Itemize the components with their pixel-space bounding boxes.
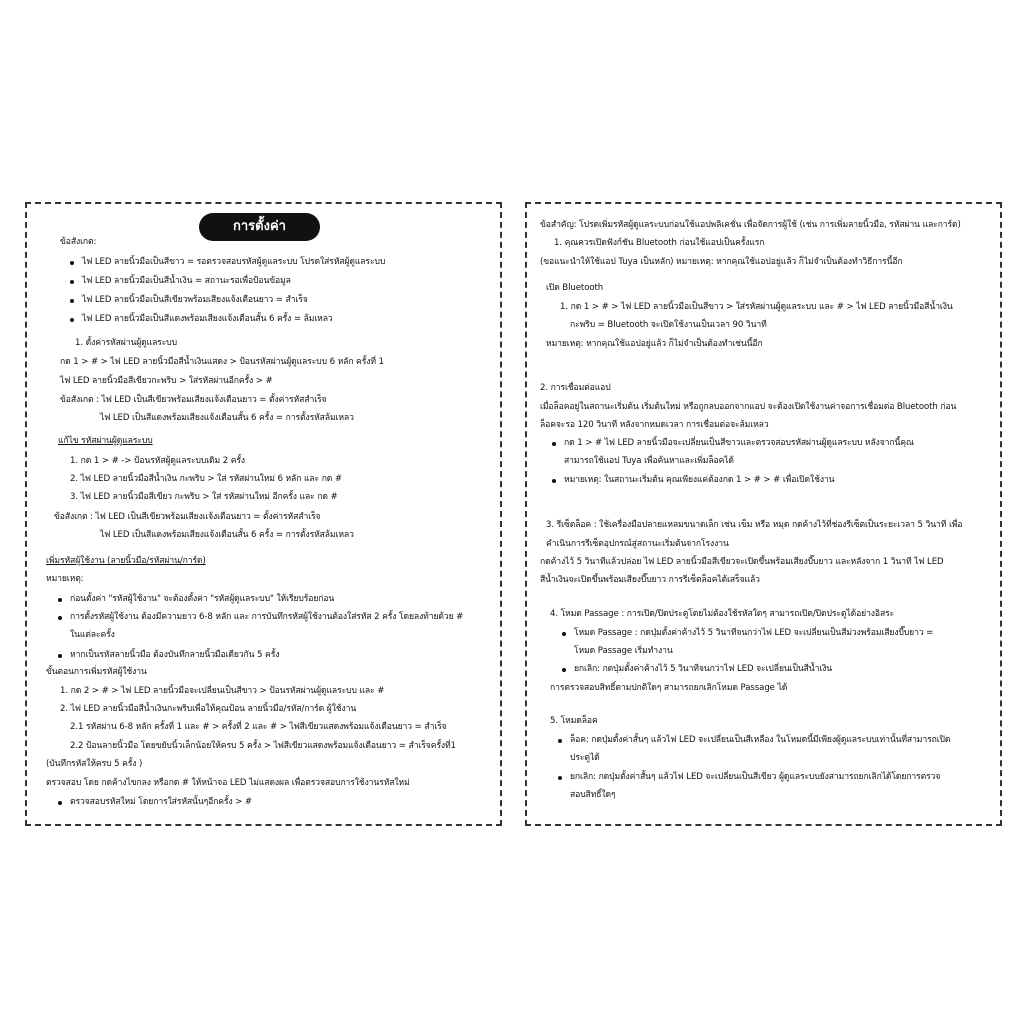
- text-line: ล็อคจะรอ 120 วินาที หลังจากหมดเวลา การเชื่อมต่อจะล้มเหลว: [540, 420, 769, 430]
- text-line: ขั้นตอนการเพิ่มรหัสผู้ใช้งาน: [46, 667, 147, 677]
- text-line: เมื่อล็อคอยู่ในสถานะเริ่มต้น เริ่มต้นใหม่ หรือถูกลบออกจากแอป จะต้องเปิดใช้งานค่าจอการเชื่อมต่อ Bluetooth ก่อน: [540, 402, 957, 412]
- text-line: ข้อสังเกต:: [60, 237, 97, 247]
- text-line: ข้อสังเกต : ไฟ LED เป็นสีเขียวพร้อมเสียงแจ้งเตือนยาว = ตั้งค่ารหัสสำเร็จ: [60, 395, 327, 405]
- text-line: (บันทึกรหัสให้ครบ 5 ครั้ง ): [46, 759, 143, 769]
- text-line: 1. กด 2 > # > ไฟ LED ลายนิ้วมือจะเปลี่ยนเป็นสีขาว > ป้อนรหัสผ่านผู้ดูแลระบบ และ #: [60, 686, 385, 696]
- bullet-line: ยกเลิก: กดปุ่มตั้งค่าสั้นๆ แล้วไฟ LED จะเปลี่ยนเป็นสีเขียว ผู้ดูแลระบบยังสามารถยกเลิกได้โดยการตรวจ: [570, 772, 941, 782]
- bullet-line: ไฟ LED ลายนิ้วมือเป็นสีแดงพร้อมเสียงแจ้งเตือนสั้น 6 ครั้ง = ล้มเหลว: [82, 314, 333, 324]
- text-line: สอบสิทธิ์ใดๆ: [570, 790, 616, 800]
- bullet-line: ไฟ LED ลายนิ้วมือเป็นสีเขียวพร้อมเสียงแจ้งเตือนยาว = สำเร็จ: [82, 295, 308, 305]
- text-line: สีน้ำเงินจะเปิดขึ้นพร้อมเสียงบี๊บยาว การรีเซ็ตล็อคได้เสร็จแล้ว: [540, 575, 760, 585]
- text-line: 2. ไฟ LED ลายนิ้วมือสีน้ำเงิน กะพริบ > ใส่ รหัสผ่านใหม่ 6 หลัก และ กด #: [70, 474, 343, 484]
- text-line: 2. ไฟ LED ลายนิ้วมือสีน้ำเงินกะพริบเพื่อให้คุณป้อน ลายนิ้วมือ/รหัส/การ์ด ผู้ใช้งาน: [60, 704, 357, 714]
- text-line: กด 1 > # > ไฟ LED ลายนิ้วมือสีน้ำเงินแสดง > ป้อนรหัสผ่านผู้ดูแลระบบ 6 หลัก ครั้งที่ 1: [60, 357, 384, 367]
- bullet-line: ไฟ LED ลายนิ้วมือเป็นสีน้ำเงิน = สถานะรอเพื่อป้อนข้อมูล: [82, 276, 291, 286]
- text-line: ข้อสังเกต : ไฟ LED เป็นสีเขียวพร้อมเสียงแจ้งเตือนยาว = ตั้งค่ารหัสสำเร็จ: [54, 512, 321, 522]
- text-line: 1. กด 1 > # -> ป้อนรหัสผู้ดูแลระบบเดิม 2 ครั้ง: [70, 456, 245, 466]
- text-line: เปิด Bluetooth: [546, 283, 604, 293]
- text-line: 2.2 ป้อนลายนิ้วมือ โดยขยับนิ้วเล็กน้อยให้ครบ 5 ครั้ง > ไฟสีเขียวแสดงพร้อมแจ้งเตือนยาว = สำเร็จครั้งที่1: [70, 741, 456, 751]
- text-line: 3. ไฟ LED ลายนิ้วมือสีเขียว กะพริบ > ใส่ รหัสผ่านใหม่ อีกครั้ง และ กด #: [70, 492, 338, 502]
- text-line: ไฟ LED ลายนิ้วมือสีเขียวกะพริบ > ใส่รหัสผ่านอีกครั้ง > #: [60, 376, 273, 386]
- text-line: 4. โหมด Passage : การเปิด/ปิดประตูโดยไม่ต้องใช้รหัสใดๆ สามารถเปิด/ปิดประตูได้อย่างอิสระ: [550, 609, 895, 619]
- text-line: 2. การเชื่อมต่อแอป: [540, 383, 611, 393]
- text-line: หมายเหตุ:: [46, 574, 84, 584]
- text-line: (ขอแนะนำให้ใช้แอป Tuya เป็นหลัก) หมายเหตุ: หากคุณใช้แอปอยู่แล้ว ก็ไม่จำเป็นต้องทำวิธีการนี้อีก: [540, 257, 903, 267]
- text-line: โหมด Passage เริ่มทำงาน: [574, 646, 673, 656]
- text-line: แก้ไข รหัสผ่านผู้ดูแลระบบ: [58, 436, 153, 446]
- bullet-line: ยกเลิก: กดปุ่มตั้งค่าค้างไว้ 5 วินาทีจนกว่าไฟ LED จะเปลี่ยนเป็นสีน้ำเงิน: [574, 664, 833, 674]
- text-line: 3. รีเซ็ตล็อค : ใช้เครื่องมือปลายแหลมขนาดเล็ก เช่น เข็ม หรือ หมุด กดค้างไว้ที่ช่องรีเซ็ตเป็นระยะเวลา 5 วินาที เพื่อ: [546, 520, 963, 530]
- text-line: 2.1 รหัสผ่าน 6-8 หลัก ครั้งที่ 1 และ # > ครั้งที่ 2 และ # > ไฟสีเขียวแสดงพร้อมแจ้งเตือนยาว = สำเร็จ: [70, 722, 447, 732]
- text-line: การตรวจสอบสิทธิ์ตามปกติใดๆ สามารถยกเลิกโหมด Passage ได้: [550, 683, 788, 693]
- text-line: ไฟ LED เป็นสีแดงพร้อมเสียงแจ้งเตือนสั้น 6 ครั้ง = การตั้งรหัสล้มเหลว: [100, 530, 354, 540]
- bullet-line: โหมด Passage : กดปุ่มตั้งค่าค้างไว้ 5 วินาทีจนกว่าไฟ LED จะเปลี่ยนเป็นสีม่วงพร้อมเสียงบี๊บยาว =: [574, 628, 934, 638]
- bullet-line: หากเป็นรหัสลายนิ้วมือ ต้องบันทึกลายนิ้วมือเดียวกัน 5 ครั้ง: [70, 650, 280, 660]
- bullet-line: หมายเหตุ: ในสถานะเริ่มต้น คุณเพียงแค่ต้องกด 1 > # > # เพื่อเปิดใช้งาน: [564, 475, 835, 485]
- text-line: 1. กด 1 > # > ไฟ LED ลายนิ้วมือเป็นสีขาว > ใส่รหัสผ่านผู้ดูแลระบบ และ # > ไฟ LED ลายนิ้วมือสีน้ำเงิน: [560, 302, 953, 312]
- text-line: 1. ตั้งค่ารหัสผ่านผู้ดูแลระบบ: [75, 338, 178, 348]
- text-line: เพิ่มรหัสผู้ใช้งาน (ลายนิ้วมือ/รหัสผ่าน/การ์ด): [46, 556, 206, 566]
- right-instruction-panel: [525, 202, 1002, 826]
- text-line: 1. คุณควรเปิดฟังก์ชัน Bluetooth ก่อนใช้แอปเป็นครั้งแรก: [554, 238, 765, 248]
- text-line: ในแต่ละครั้ง: [70, 630, 115, 640]
- bullet-line: กด 1 > # ไฟ LED ลายนิ้วมือจะเปลี่ยนเป็นสีขาวและตรวจสอบรหัสผ่านผู้ดูแลระบบ หลังจากนี้คุณ: [564, 438, 914, 448]
- text-line: ตรวจสอบ โดย กดค้างไขกลง หรือกด # ให้หน้าจอ LED ไม่แสดงผล เพื่อตรวจสอบการใช้งานรหัสใหม่: [46, 778, 410, 788]
- text-line: 5. โหมดล็อค: [550, 716, 598, 726]
- text-line: คำเนินการรีเซ็ตอุปกรณ์สู่สถานะเริ่มต้นจากโรงงาน: [546, 539, 729, 549]
- text-line: กดค้างไว้ 5 วินาทีแล้วปล่อย ไฟ LED ลายนิ้วมือสีเขียวจะเปิดขึ้นพร้อมเสียงบี๊บยาว และหลังจาก 1 วินาที ไฟ LED: [540, 557, 944, 567]
- settings-title: การตั้งค่า: [199, 213, 320, 241]
- bullet-line: ล็อค: กดปุ่มตั้งค่าสั้นๆ แล้วไฟ LED จะเปลี่ยนเป็นสีเหลือง ในโหมดนี้มีเพียงผู้ดูแลระบบเท่านั้นที่สามารถเปิด: [570, 735, 951, 745]
- text-line: ข้อสำคัญ: โปรดเพิ่มรหัสผู้ดูแลระบบก่อนใช้แอปพลิเคชั่น เพื่อจัดการผู้ใช้ (เช่น การเพิ่มลายนิ้วมือ, รหัสผ่าน และการ์ด): [540, 220, 961, 230]
- bullet-line: ไฟ LED ลายนิ้วมือเป็นสีขาว = รอตรวจสอบรหัสผู้ดูแลระบบ โปรดใส่รหัสผู้ดูแลระบบ: [82, 257, 386, 267]
- text-line: หมายเหตุ: หากคุณใช้แอปอยู่แล้ว ก็ไม่จำเป็นต้องทำเช่นนี้อีก: [546, 339, 763, 349]
- bullet-line: การตั้งรหัสผู้ใช้งาน ต้องมีความยาว 6-8 หลัก และ การบันทึกรหัสผู้ใช้งานต้องใส่รหัส 2 ครั้ง โดยลงท้ายด้วย #: [70, 612, 464, 622]
- text-line: กะพริบ = Bluetooth จะเปิดใช้งานเป็นเวลา 90 วินาที: [570, 320, 767, 330]
- bullet-line: ก่อนตั้งค่า "รหัสผู้ใช้งาน" จะต้องตั้งค่า "รหัสผู้ดูแลระบบ" ให้เรียบร้อยก่อน: [70, 594, 335, 604]
- text-line: ไฟ LED เป็นสีแดงพร้อมเสียงแจ้งเตือนสั้น 6 ครั้ง = การตั้งรหัสล้มเหลว: [100, 413, 354, 423]
- text-line: สามารถใช้แอป Tuya เพื่อค้นหาและเพิ่มล็อคได้: [564, 456, 734, 466]
- text-line: ประตูได้: [570, 753, 600, 763]
- bullet-line: ตรวจสอบรหัสใหม่ โดยการใส่รหัสนั้นๆอีกครั้ง > #: [70, 797, 253, 807]
- left-instruction-panel: [25, 202, 502, 826]
